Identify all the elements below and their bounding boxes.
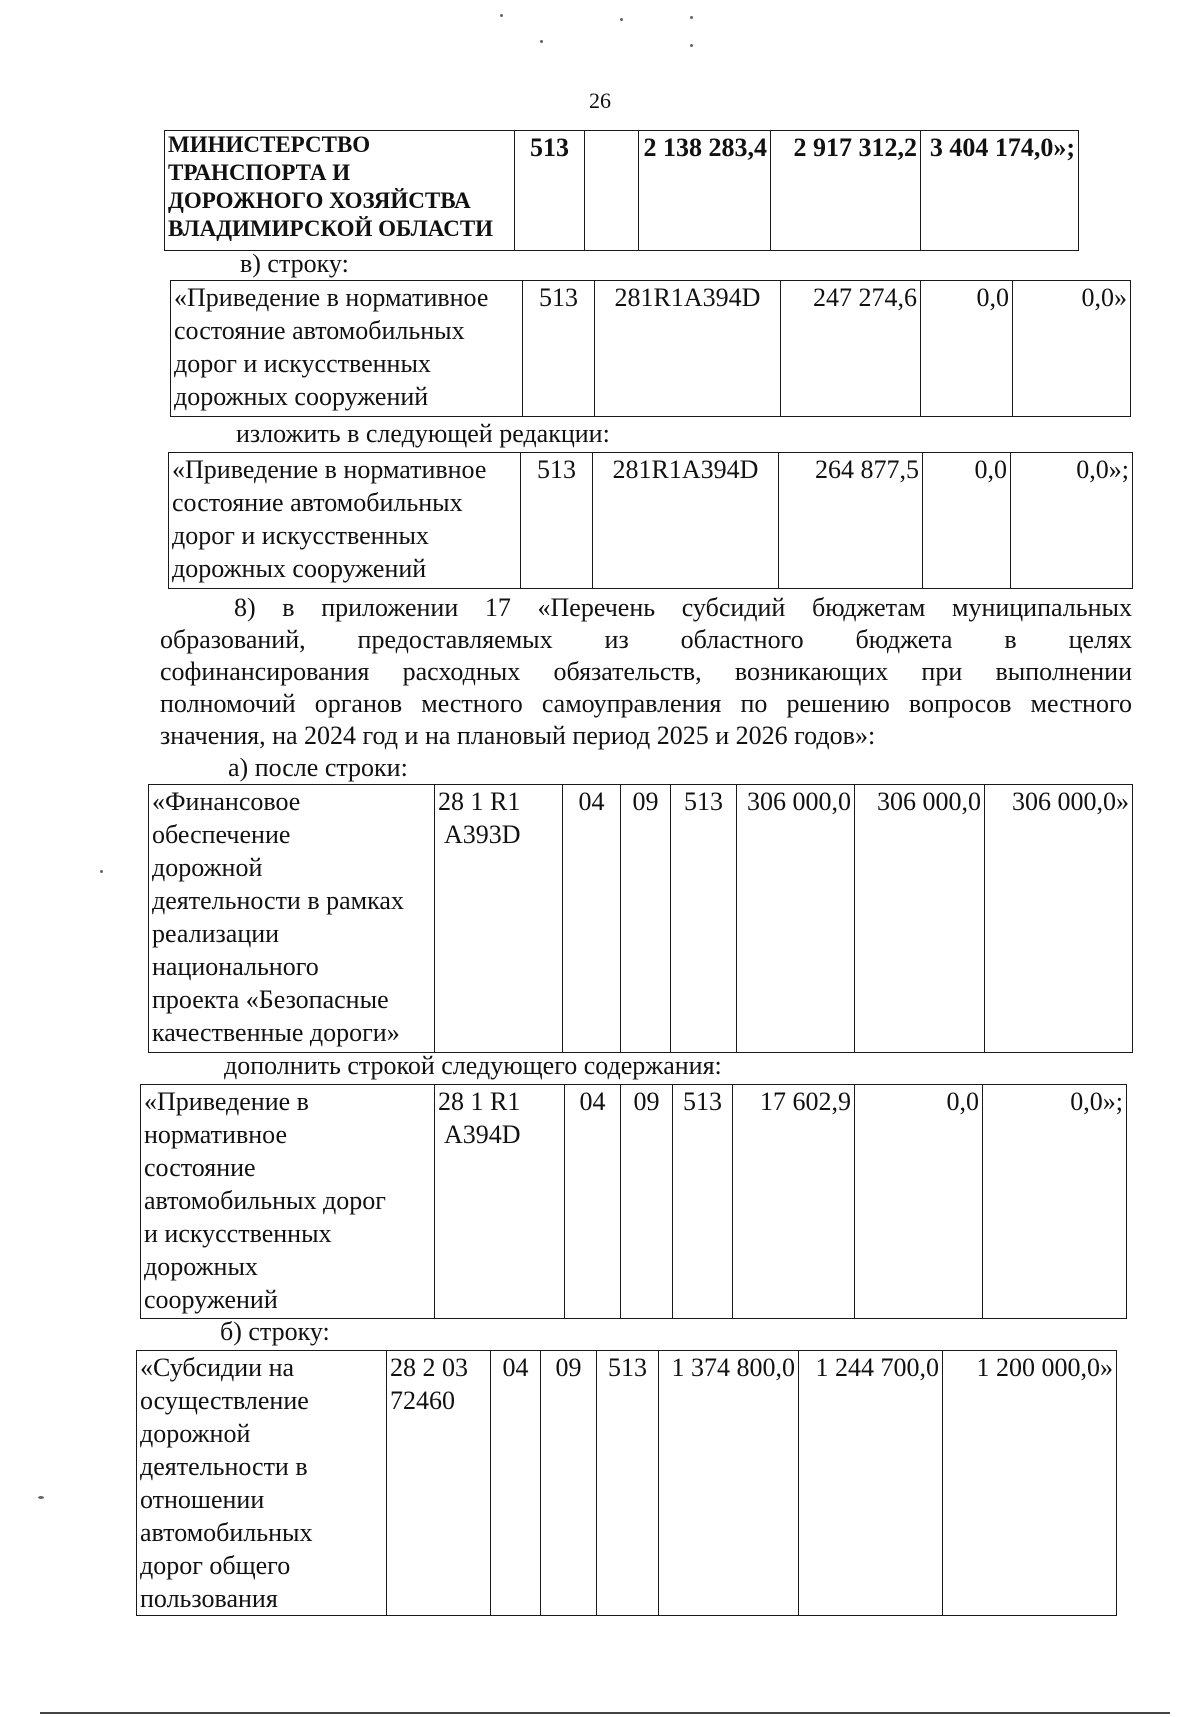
scan-speck bbox=[690, 44, 693, 47]
financial-support-csr-cell bbox=[435, 785, 563, 1053]
new-row-value-2025: 0,0 bbox=[855, 1085, 983, 1319]
scan-speck bbox=[620, 18, 623, 21]
paragraph-8 bbox=[160, 592, 1132, 752]
row-new-table bbox=[168, 452, 1133, 589]
financial-support-value-2025: 306 000,0 bbox=[855, 785, 985, 1053]
financial-support-name-line: качественные дороги» bbox=[152, 1018, 400, 1047]
row-new-value-2024: 264 877,5 bbox=[779, 453, 923, 589]
ministry-name-line: МИНИСТЕРСТВО bbox=[168, 132, 371, 157]
paragraph-8-line: полномочий органов местного самоуправления по решению вопросов местного bbox=[160, 689, 1132, 718]
label-b-stroku: б) строку: bbox=[220, 1317, 330, 1346]
subsidies-name-line: деятельности в bbox=[140, 1452, 308, 1481]
subsidies-csr-line: 72460 bbox=[390, 1386, 455, 1415]
scan-speck bbox=[100, 870, 103, 873]
financial-support-name-line: национального bbox=[152, 952, 319, 981]
row-old-table bbox=[170, 280, 1131, 417]
new-row-name-cell bbox=[141, 1085, 435, 1319]
scan-speck bbox=[500, 14, 503, 17]
subsidies-grbs: 513 bbox=[597, 1351, 659, 1616]
ministry-name-line: ТРАНСПОРТА И bbox=[168, 160, 351, 185]
row-old-name-line: состояние автомобильных bbox=[174, 316, 465, 345]
new-row-name-line: «Приведение в bbox=[144, 1087, 309, 1116]
page-number: 26 bbox=[589, 88, 611, 113]
subsidies-pr: 09 bbox=[541, 1351, 597, 1616]
financial-support-pr: 09 bbox=[621, 785, 671, 1053]
subsidies-name-line: дорог общего bbox=[140, 1551, 291, 1580]
row-new-name-cell bbox=[169, 453, 521, 589]
subsidies-name-line: пользования bbox=[140, 1584, 278, 1613]
scan-speck bbox=[540, 40, 543, 43]
ministry-value-2025: 2 917 312,2 bbox=[771, 131, 921, 251]
ministry-code: 513 bbox=[515, 131, 585, 251]
paragraph-8-line: 8) в приложении 17 «Перечень субсидий бюджетам муниципальных bbox=[234, 593, 1132, 622]
row-old-value-2024: 247 274,6 bbox=[781, 281, 921, 417]
label-izlozhit: изложить в следующей редакции: bbox=[236, 419, 610, 448]
subsidies-csr-cell bbox=[387, 1351, 491, 1616]
subsidies-value-2024: 1 374 800,0 bbox=[659, 1351, 799, 1616]
new-row-csr-cell bbox=[435, 1085, 565, 1319]
row-old-name-line: «Приведение в нормативное bbox=[174, 283, 489, 312]
financial-support-value-2024: 306 000,0 bbox=[737, 785, 855, 1053]
financial-support-name-line: обеспечение bbox=[152, 820, 291, 849]
ministry-name-line: ВЛАДИМИРСКОЙ ОБЛАСТИ bbox=[168, 216, 494, 241]
label-a-posle: а) после строки: bbox=[228, 753, 408, 782]
row-new-code: 513 bbox=[521, 453, 593, 589]
row-new-name-line: состояние автомобильных bbox=[172, 488, 463, 517]
row-old-code: 513 bbox=[523, 281, 595, 417]
subsidies-name-line: автомобильных bbox=[140, 1518, 313, 1547]
subsidies-rz: 04 bbox=[491, 1351, 541, 1616]
scan-speck bbox=[690, 16, 693, 19]
new-row-name-line: дорожных bbox=[144, 1252, 258, 1281]
new-row-table bbox=[140, 1084, 1127, 1319]
row-new-name-line: дорог и искусственных bbox=[172, 521, 429, 550]
paragraph-8-line: софинансирования расходных обязательств, возникающих при выполнении bbox=[160, 657, 1132, 686]
financial-support-name-line: деятельности в рамках bbox=[152, 886, 404, 915]
scan-speck bbox=[38, 1496, 44, 1499]
label-v-stroku: в) строку: bbox=[240, 249, 349, 278]
financial-support-name-line: проекта «Безопасные bbox=[152, 985, 389, 1014]
new-row-name-line: состояние bbox=[144, 1153, 256, 1182]
row-old-name-cell bbox=[171, 281, 523, 417]
ministry-name-line: ДОРОЖНОГО ХОЗЯЙСТВА bbox=[168, 188, 471, 213]
row-old-value-2026: 0,0» bbox=[1013, 281, 1131, 417]
financial-support-grbs: 513 bbox=[671, 785, 737, 1053]
row-new-csr: 281R1A394D bbox=[593, 453, 779, 589]
subsidies-name-line: дорожной bbox=[140, 1419, 251, 1448]
financial-support-csr-line: A393D bbox=[444, 820, 521, 849]
row-old-name-line: дорог и искусственных bbox=[174, 349, 431, 378]
subsidies-value-2025: 1 244 700,0 bbox=[799, 1351, 943, 1616]
paragraph-8-line: образований, предоставляемых из областного бюджета в целях bbox=[160, 625, 1132, 654]
ministry-value-2024: 2 138 283,4 bbox=[639, 131, 771, 251]
financial-support-value-2026: 306 000,0» bbox=[985, 785, 1133, 1053]
subsidies-csr-line: 28 2 03 bbox=[390, 1353, 468, 1382]
financial-support-table bbox=[148, 784, 1133, 1053]
ministry-empty-cell bbox=[585, 131, 639, 251]
row-new-value-2025: 0,0 bbox=[923, 453, 1011, 589]
new-row-rz: 04 bbox=[565, 1085, 621, 1319]
financial-support-rz: 04 bbox=[563, 785, 621, 1053]
ministry-name-cell bbox=[165, 131, 515, 251]
subsidies-name-cell bbox=[137, 1351, 387, 1616]
subsidies-table bbox=[136, 1350, 1117, 1616]
subsidies-name-line: «Субсидии на bbox=[140, 1353, 295, 1382]
ministry-table bbox=[164, 130, 1079, 251]
new-row-name-line: и искусственных bbox=[144, 1219, 332, 1248]
new-row-pr: 09 bbox=[621, 1085, 673, 1319]
new-row-name-line: автомобильных дорог bbox=[144, 1186, 386, 1215]
new-row-name-line: сооружений bbox=[144, 1285, 278, 1314]
financial-support-name-line: дорожной bbox=[152, 853, 263, 882]
row-old-csr: 281R1A394D bbox=[595, 281, 781, 417]
row-new-name-line: дорожных сооружений bbox=[172, 554, 427, 583]
new-row-csr-line: A394D bbox=[444, 1120, 521, 1149]
row-new-name-line: «Приведение в нормативное bbox=[172, 455, 487, 484]
subsidies-name-line: осуществление bbox=[140, 1386, 309, 1415]
row-old-value-2025: 0,0 bbox=[921, 281, 1013, 417]
new-row-value-2026: 0,0»; bbox=[983, 1085, 1127, 1319]
new-row-name-line: нормативное bbox=[144, 1120, 287, 1149]
financial-support-name-line: реализации bbox=[152, 919, 280, 948]
subsidies-name-line: отношении bbox=[140, 1485, 265, 1514]
new-row-value-2024: 17 602,9 bbox=[733, 1085, 855, 1319]
financial-support-csr-line: 28 1 R1 bbox=[438, 787, 521, 816]
paragraph-8-line: значения, на 2024 год и на плановый период 2025 и 2026 годов»: bbox=[160, 721, 876, 750]
financial-support-name-line: «Финансовое bbox=[152, 787, 301, 816]
row-old-name-line: дорожных сооружений bbox=[174, 382, 429, 411]
label-dopolnit: дополнить строкой следующего содержания: bbox=[224, 1051, 722, 1080]
financial-support-name-cell bbox=[149, 785, 435, 1053]
ministry-value-2026: 3 404 174,0»; bbox=[921, 131, 1079, 251]
bottom-scan-edge bbox=[40, 1712, 1170, 1714]
new-row-grbs: 513 bbox=[673, 1085, 733, 1319]
new-row-csr-line: 28 1 R1 bbox=[438, 1087, 521, 1116]
row-new-value-2026: 0,0»; bbox=[1011, 453, 1133, 589]
subsidies-value-2026: 1 200 000,0» bbox=[943, 1351, 1117, 1616]
